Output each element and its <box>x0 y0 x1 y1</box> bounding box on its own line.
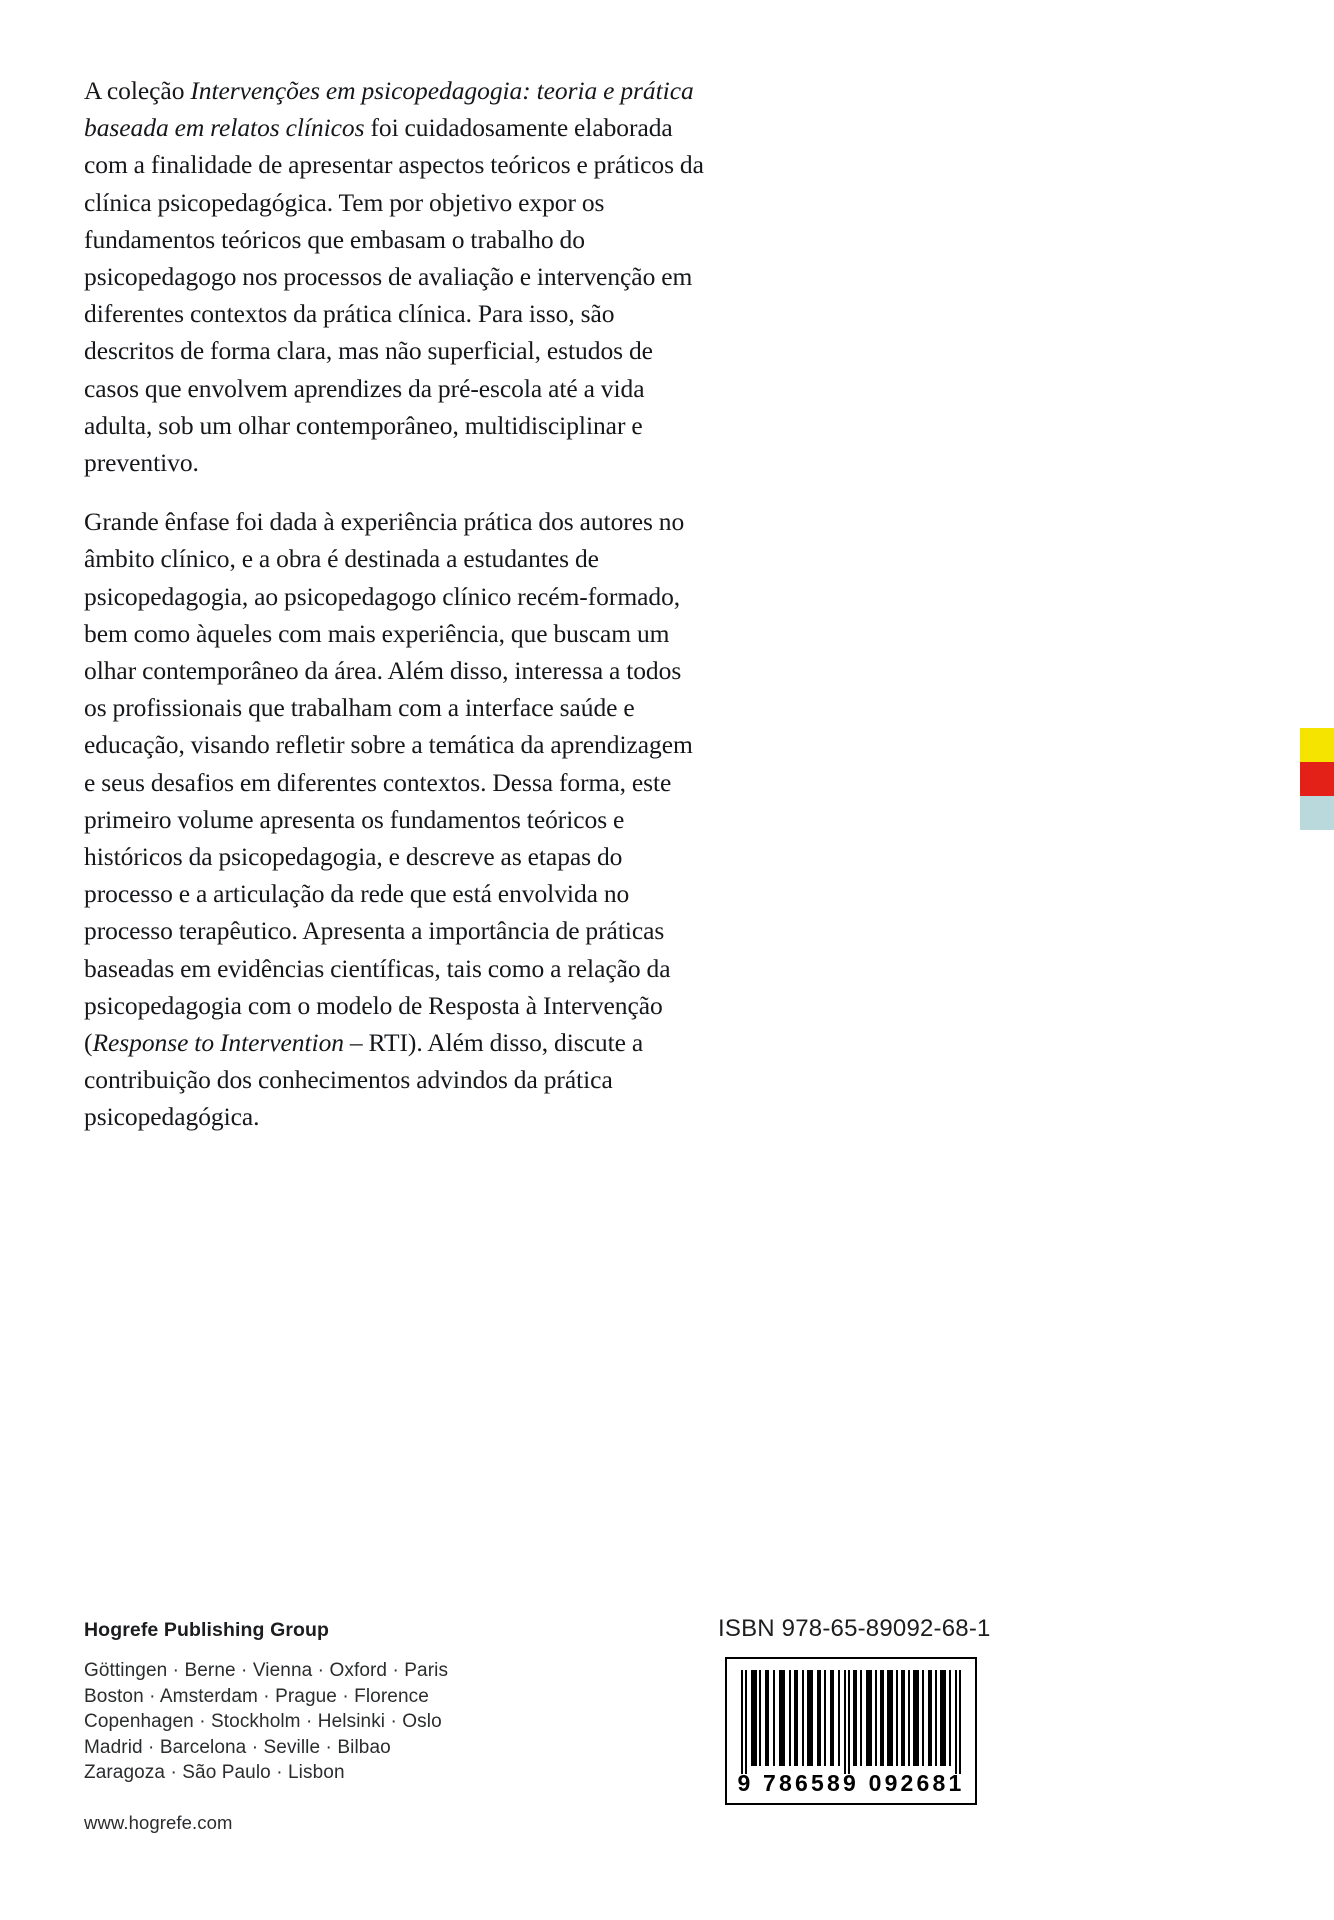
swatch-light-blue <box>1300 796 1334 830</box>
swatch-yellow <box>1300 728 1334 762</box>
city-row: Zaragoza · São Paulo · Lisbon <box>84 1762 345 1783</box>
series-title-italic: Intervenções em psicopedagogia: teoria e prática baseada em relatos clínicos <box>84 76 694 143</box>
blurb-p1-lead: A coleção <box>84 76 191 105</box>
city-row: Madrid · Barcelona · Seville · Bilbao <box>84 1736 391 1758</box>
publisher-block <box>84 1618 504 1835</box>
blurb-p1-rest: foi cuidadosamente elaborada com a finalidade de apresentar aspectos teóricos e práticos da clínica psicopedagógica. Tem por objetivo expor os fundamentos teóricos que embasam o trabalho do psicopedagogo nos processos de avaliação e intervenção em diferentes contextos da prática clínica. Para isso, são descritos de forma clara, mas não superficial, estudos de casos que envolvem aprendizes da pré-escola até a vida adulta, sob um olhar contemporâneo, multidisciplinar e preventivo. <box>84 113 704 478</box>
blurb-text-block <box>84 72 704 1136</box>
city-row: Copenhagen · Stockholm · Helsinki · Oslo <box>84 1711 442 1732</box>
barcode-digits: 9 786589 092681 <box>737 1770 965 1796</box>
publisher-cities <box>84 1658 504 1786</box>
brand-color-strip <box>1300 728 1334 830</box>
city-row: Boston · Amsterdam · Prague · Florence <box>84 1685 429 1707</box>
barcode-bars <box>741 1670 965 1774</box>
blurb-paragraph-2 <box>84 503 704 1135</box>
isbn-area <box>718 1615 991 1805</box>
rti-term-italic: Response to Intervention <box>92 1028 344 1058</box>
publisher-name: Hogrefe Publishing Group <box>84 1619 330 1641</box>
publisher-website[interactable]: www.hogrefe.com <box>84 1811 233 1833</box>
blurb-paragraph-1 <box>84 72 704 481</box>
blurb-p2-part1: Grande ênfase foi dada à experiência prática dos autores no âmbito clínico, e a obra é destinada a estudantes de psicopedagogia, ao psicopedagogo clínico recém-formado, bem como àqueles com mais experiência, que buscam um olhar contemporâneo da área. Além disso, interessa a todos os profissionais que trabalham com a interface saúde e educação, visando refletir sobre a temática da aprendizagem e seus desafios em diferentes contextos. Dessa forma, este primeiro volume apresenta os fundamentos teóricos e históricos da psicopedagogia, e descreve as etapas do processo e a articulação da rede que está envolvida no processo terapêutico. Apresenta a importância de práticas baseadas em evidências científicas, tais como a relação da psicopedagogia com o modelo de Resposta à Intervenção ( <box>84 507 693 1058</box>
swatch-red <box>1300 762 1334 796</box>
blurb-p2-part2: – RTI). Além disso, discute a contribuição dos conhecimentos advindos da prática psicopedagógica. <box>84 1028 644 1132</box>
city-row: Göttingen · Berne · Vienna · Oxford · Paris <box>84 1660 449 1681</box>
barcode <box>725 1657 977 1805</box>
isbn-label: ISBN 978-65-89092-68-1 <box>718 1615 991 1642</box>
